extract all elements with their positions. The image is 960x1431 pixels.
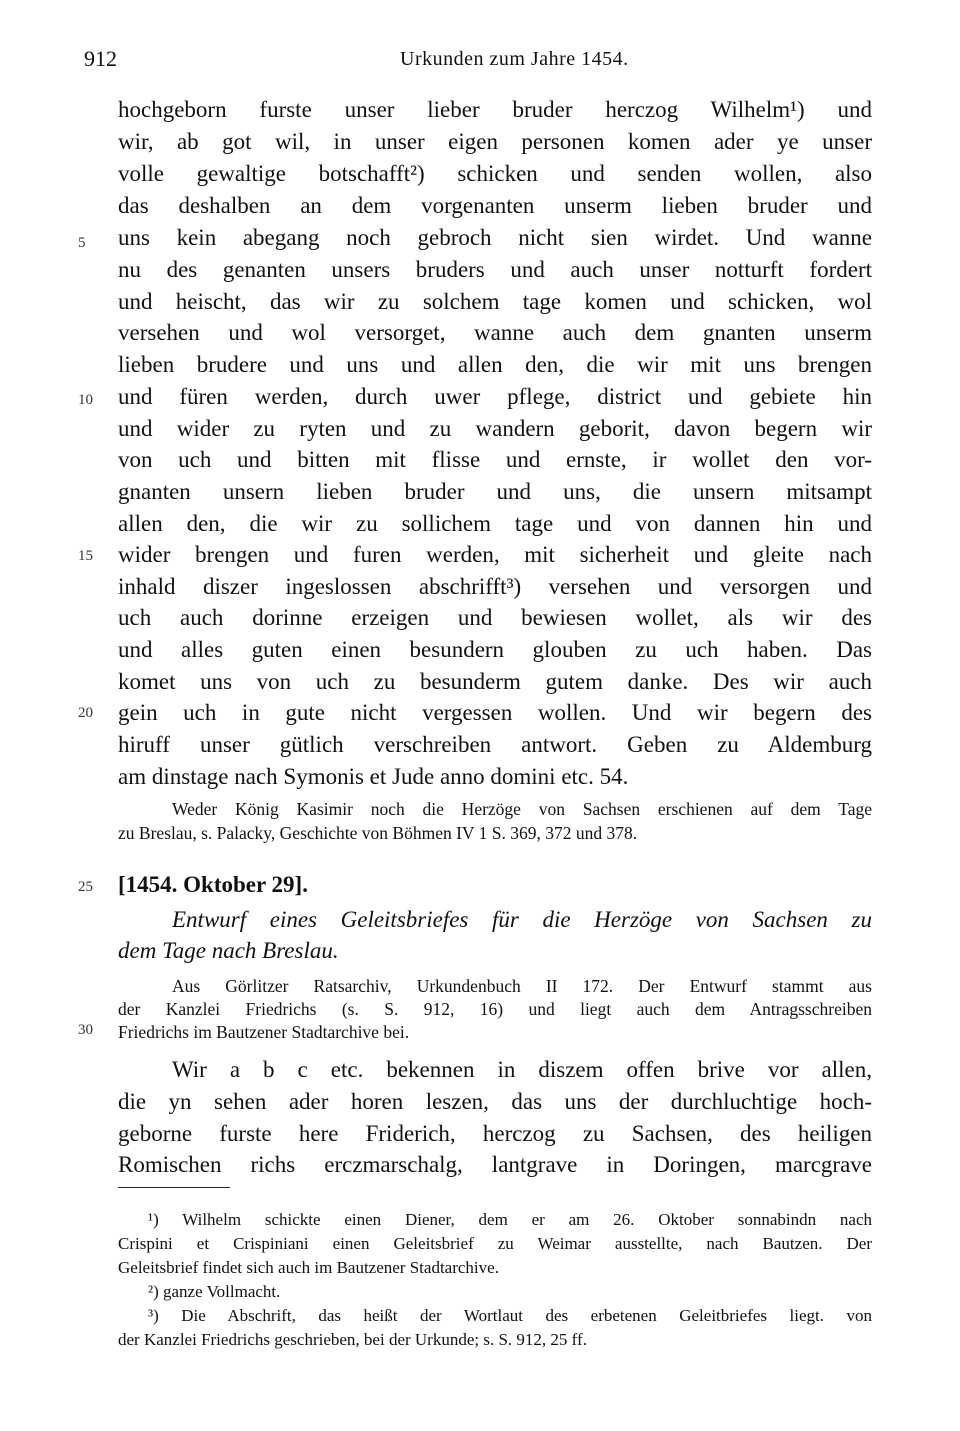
document-text-line: Wir a b c etc. bekennen in diszem offen brive vor allen, [172,1057,872,1082]
body-line: und wider zu ryten und zu wandern geborit, davon begern wir [118,416,872,441]
document-text-line: die yn sehen ader horen leszen, das uns der durchluchtige hoch- [118,1089,872,1114]
body-line: hiruff unser gütlich verschreiben antwort. Geben zu Aldemburg [118,732,872,757]
document-subtitle: Entwurf eines Geleitsbriefes für die Herzöge von Sachsen zu [172,907,872,932]
body-line: von uch und bitten mit flisse und ernste, ir wollet den vor- [118,447,872,472]
document-subtitle: dem Tage nach Breslau. [118,938,339,963]
body-line: volle gewaltige botschafft²) schicken und senden wollen, also [118,161,872,186]
body-line: wider brengen und furen werden, mit sicherheit und gleite nach [118,542,872,567]
page-header [84,46,884,76]
line-number: 30 [78,1022,93,1038]
editorial-note-line: Weder König Kasimir noch die Herzöge von Sachsen erschienen auf dem Tage [172,799,872,819]
footnote-line: ³) Die Abschrift, das heißt der Wortlaut des erbetenen Geleitbriefes liegt. von [148,1306,872,1325]
line-number: 5 [78,235,86,251]
source-note-line: Friedrichs im Bautzener Stadtarchive bei. [118,1022,410,1042]
footnote-rule [118,1187,230,1188]
body-line: uns kein abegang noch gebroch nicht sien wirdet. Und wanne [118,225,872,250]
footnote-line: Geleitsbrief findet sich auch im Bautzener Stadtarchive. [118,1258,499,1277]
body-line: hochgeborn furste unser lieber bruder herczog Wilhelm¹) und [118,97,872,122]
footnote-line: ²) ganze Vollmacht. [148,1282,281,1301]
body-line: komet uns von uch zu besunderm gutem danke. Des wir auch [118,669,872,694]
line-number: 10 [78,392,93,408]
body-line: das deshalben an dem vorgenanten unserm lieben bruder und [118,193,872,218]
body-line: und alles guten einen besundern glouben zu uch haben. Das [118,637,872,662]
body-line: nu des genanten unsers bruders und auch unser notturft fordert [118,257,872,282]
body-line: gnanten unsern lieben bruder und uns, die unsern mitsampt [118,479,872,504]
body-line: gein uch in gute nicht vergessen wollen. Und wir begern des [118,700,872,725]
body-line: lieben brudere und uns und allen den, die wir mit uns brengen [118,352,872,377]
document-text-line: Romischen richs erczmarschalg, lantgrave in Doringen, marcgrave [118,1152,872,1177]
footnote-line: Crispini et Crispiniani einen Geleitsbrief zu Weimar ausstellte, nach Bautzen. Der [118,1234,872,1253]
body-line: wir, ab got wil, in unser eigen personen komen ader ye unser [118,129,872,154]
footnote-line: ¹) Wilhelm schickte einen Diener, dem er am 26. Oktober sonnabindn nach [148,1210,872,1229]
line-number: 25 [78,879,93,895]
page-number: 912 [84,46,117,71]
line-number: 20 [78,705,93,721]
body-line: allen den, die wir zu sollichem tage und von dannen hin und [118,511,872,536]
source-note-line: Aus Görlitzer Ratsarchiv, Urkundenbuch II 172. Der Entwurf stammt aus [172,976,872,996]
document-heading: [1454. Oktober 29]. [118,872,308,897]
body-line: am dinstage nach Symonis et Jude anno domini etc. 54. [118,764,629,789]
body-line: und füren werden, durch uwer pflege, district und gebiete hin [118,384,872,409]
body-line: und heischt, das wir zu solchem tage komen und schicken, wol [118,289,872,314]
body-line: uch auch dorinne erzeigen und bewiesen wollet, als wir des [118,605,872,630]
document-text-line: geborne furste here Friderich, herczog zu Sachsen, des heiligen [118,1121,872,1146]
running-title: Urkunden zum Jahre 1454. [400,48,629,70]
footnote-line: der Kanzlei Friedrichs geschrieben, bei der Urkunde; s. S. 912, 25 ff. [118,1330,587,1349]
line-number: 15 [78,548,93,564]
source-note-line: der Kanzlei Friedrichs (s. S. 912, 16) und liegt auch dem Antragsschreiben [118,999,872,1019]
body-line: inhald diszer ingeslossen abschrifft³) versehen und versorgen und [118,574,872,599]
body-line: versehen und wol versorget, wanne auch dem gnanten unserm [118,320,872,345]
editorial-note-line: zu Breslau, s. Palacky, Geschichte von Böhmen IV 1 S. 369, 372 und 378. [118,823,638,843]
